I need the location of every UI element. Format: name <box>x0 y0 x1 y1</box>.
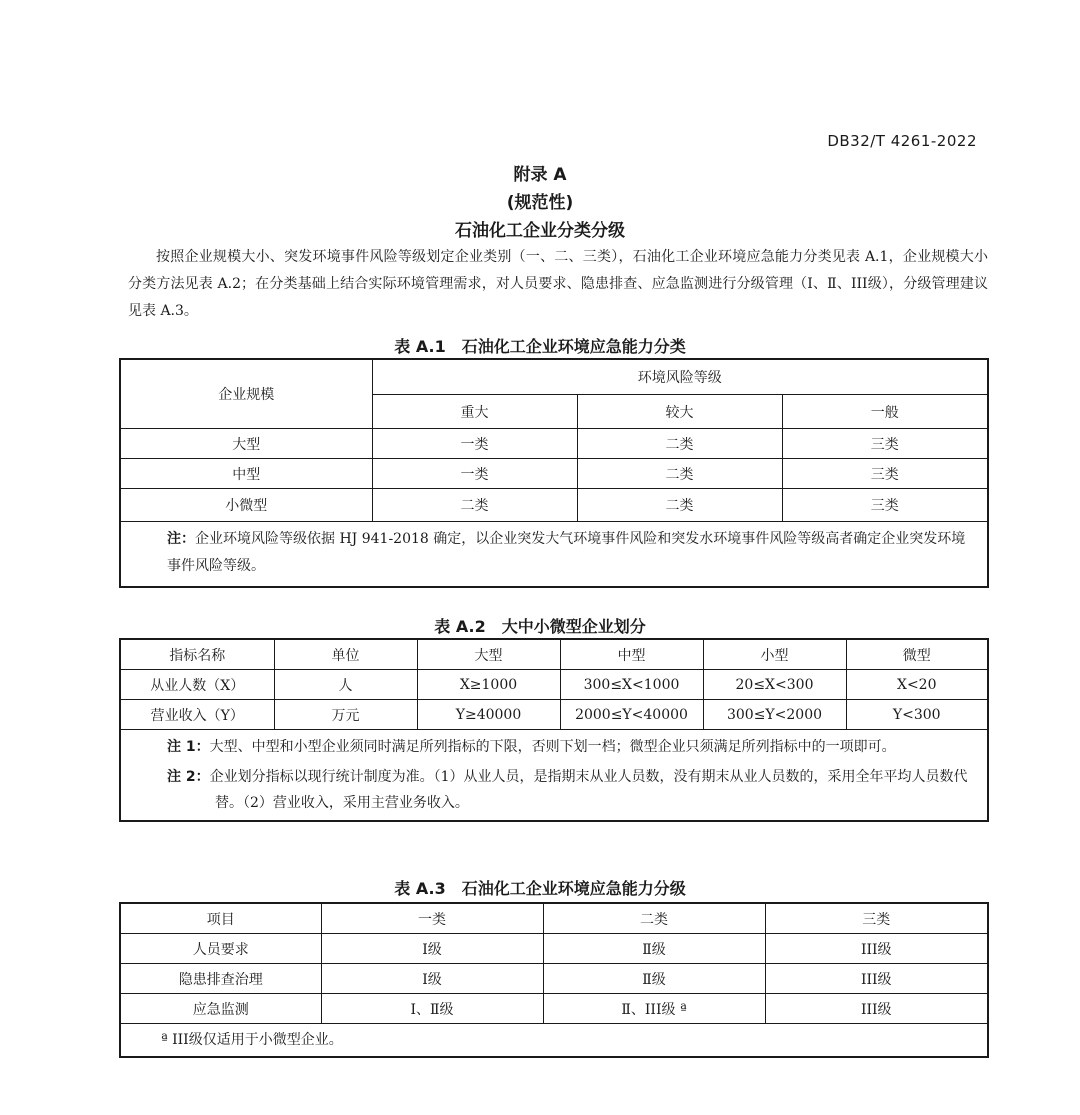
table-row <box>120 934 988 964</box>
table1-cell: 二类 <box>577 489 782 522</box>
table2-header: 指标名称 <box>120 639 274 670</box>
table2-note1 <box>167 734 975 760</box>
table1-cell: 三类 <box>782 429 988 459</box>
table1-row-label: 大型 <box>120 429 372 459</box>
table2-cell: 营业收入（Y） <box>120 700 274 730</box>
appendix-type: (规范性) <box>506 193 574 213</box>
table-row <box>120 994 988 1024</box>
table2-header: 大型 <box>417 639 560 670</box>
table1-level: 较大 <box>577 395 782 429</box>
table1-cell: 三类 <box>782 489 988 522</box>
table2-cell: 300≤X<1000 <box>560 670 703 700</box>
table1-cell: 一类 <box>372 459 577 489</box>
table3-title: 表 A.3 石油化工企业环境应急能力分级 <box>394 879 686 898</box>
table3-cell: Ⅰ级 <box>321 934 543 964</box>
table3-cell: III级 <box>765 964 988 994</box>
table1-level: 重大 <box>372 395 577 429</box>
table1-cell: 三类 <box>782 459 988 489</box>
table3-cell: III级 <box>765 994 988 1024</box>
intro-text: 按照企业规模大小、突发环境事件风险等级划定企业类别（一、二、三类），石油化工企业环境应急能力分类见表 A.1，企业规模大小分类方法见表 A.2；在分类基础上结合实际环境管理需求，对人员要求、隐患排查、应急监测进行分级管理（Ⅰ、Ⅱ、III级），分级管理建议见表 A.3。 <box>128 249 988 319</box>
table3-cell: Ⅰ、Ⅱ级 <box>321 994 543 1024</box>
table1-cell: 二类 <box>577 459 782 489</box>
table3-header: 三类 <box>765 903 988 934</box>
table3-cell: Ⅱ级 <box>543 934 765 964</box>
table-row <box>120 670 988 700</box>
table3-cell: 应急监测 <box>120 994 321 1024</box>
table1-cell: 二类 <box>372 489 577 522</box>
table2-header: 单位 <box>274 639 417 670</box>
table1-note <box>120 522 988 588</box>
table3-cell: 人员要求 <box>120 934 321 964</box>
table2-cell: X<20 <box>846 670 988 700</box>
table3-header: 项目 <box>120 903 321 934</box>
table3-cell: 隐患排查治理 <box>120 964 321 994</box>
table-row <box>120 964 988 994</box>
table2-header: 中型 <box>560 639 703 670</box>
appendix-title: 附录 A <box>513 165 567 185</box>
table1-col-header: 企业规模 <box>120 359 372 429</box>
table2-note2-label: 注 2： <box>167 769 210 785</box>
table2-notes <box>120 730 988 822</box>
document-number: DB32/T 4261-2022 <box>827 132 977 150</box>
table2-cell: Y<300 <box>846 700 988 730</box>
table3-cell: III级 <box>765 934 988 964</box>
table1 <box>119 358 989 588</box>
appendix-heading: 石油化工企业分类分级 <box>455 221 625 241</box>
table1-cell: 二类 <box>577 429 782 459</box>
table2-note1-text: 大型、中型和小型企业须同时满足所列指标的下限，否则下划一档；微型企业只须满足所列指标中的一项即可。 <box>209 739 896 755</box>
table3-header: 一类 <box>321 903 543 934</box>
table2-title: 表 A.2 大中小微型企业划分 <box>434 617 646 636</box>
table-row <box>120 639 988 670</box>
table1-row-label: 中型 <box>120 459 372 489</box>
table2-note1-label: 注 1： <box>167 739 210 755</box>
table2-cell: 20≤X<300 <box>703 670 846 700</box>
table3-cell: Ⅰ级 <box>321 964 543 994</box>
table2-cell: Y≥40000 <box>417 700 560 730</box>
table1-row-label: 小微型 <box>120 489 372 522</box>
table1-title: 表 A.1 石油化工企业环境应急能力分类 <box>394 337 686 356</box>
table1-cell: 一类 <box>372 429 577 459</box>
table1-group-header: 环境风险等级 <box>372 359 988 395</box>
table1-level: 一般 <box>782 395 988 429</box>
table-row <box>120 429 988 459</box>
table2-cell: 人 <box>274 670 417 700</box>
table3 <box>119 902 989 1058</box>
table2-cell: 2000≤Y<40000 <box>560 700 703 730</box>
intro-paragraph <box>128 244 988 325</box>
table1-note-text: 企业环境风险等级依据 HJ 941-2018 确定，以企业突发大气环境事件风险和突发水环境事件风险等级高者确定企业突发环境事件风险等级。 <box>167 531 966 574</box>
table-row <box>120 903 988 934</box>
table3-footnote: ª III级仅适用于小微型企业。 <box>120 1024 988 1058</box>
table2-cell: 万元 <box>274 700 417 730</box>
table2-note2 <box>167 764 975 816</box>
table3-cell: Ⅱ级 <box>543 964 765 994</box>
table2-header: 微型 <box>846 639 988 670</box>
table2-header: 小型 <box>703 639 846 670</box>
table2-note2-text: 企业划分指标以现行统计制度为准。（1）从业人员，是指期末从业人员数，没有期末从业人员数的，采用全年平均人员数代替。（2）营业收入，采用主营业务收入。 <box>209 769 968 811</box>
table3-cell: Ⅱ、III级 ª <box>543 994 765 1024</box>
table3-header: 二类 <box>543 903 765 934</box>
table-row <box>120 700 988 730</box>
table-row <box>120 489 988 522</box>
table2-cell: X≥1000 <box>417 670 560 700</box>
table2 <box>119 638 989 822</box>
table1-note-label: 注： <box>167 531 195 547</box>
table2-cell: 300≤Y<2000 <box>703 700 846 730</box>
table2-cell: 从业人数（X） <box>120 670 274 700</box>
table-row <box>120 459 988 489</box>
